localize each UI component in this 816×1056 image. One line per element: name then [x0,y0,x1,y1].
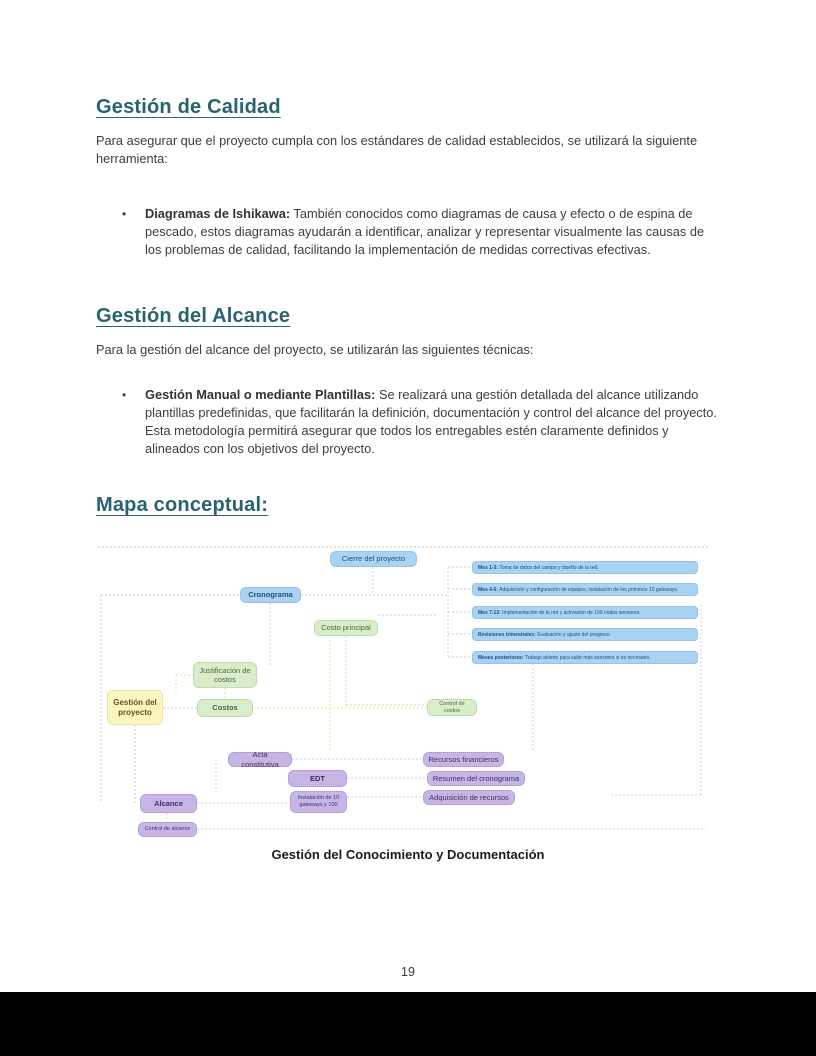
section-heading-alcance: Gestión del Alcance [96,305,291,327]
node-adquisicion-de-recursos: Adquisición de recursos [423,790,515,805]
bar-text: Meses posteriores: Trabajo abierto para subir más sensores si es necesario. [478,654,651,661]
page-number: 19 [401,965,415,979]
bar-text: Revisiones trimestrales: Evaluación y ajuste del progreso. [478,631,611,638]
node-meses-posteriores [472,651,698,664]
node-resumen-del-cronograma: Resumen del cronograma [427,771,525,786]
bullet-body: Se realizará una gestión detallada del alcance utilizando plantillas predefinidas, que facilitarán la definición, documentación y control del alcance del proyecto. Esta metodología permitirá asegurar que todos los entregables estén claramente definidos y alineados con los objetivos del proyecto. [145,387,717,456]
bullet-lead: Diagramas de Ishikawa: [145,206,291,221]
node-revisiones-trimestrales [472,628,698,641]
diagram-caption: Gestión del Conocimiento y Documentación [271,847,545,862]
node-mes-4-6 [472,583,698,596]
node-costo-principal: Costo principal [314,620,378,636]
bullet-content [145,205,720,259]
bullet-marker: • [122,388,127,402]
section-heading-calidad: Gestión de Calidad [96,96,281,118]
node-acta-constitutiva: Acta constitutiva [228,752,292,767]
node-justificacion-de-costos: Justificación de costos [193,662,257,688]
node-alcance: Alcance [140,794,197,813]
concept-map [96,545,712,845]
node-control-de-alcance: Control de alcance [138,822,197,837]
bullet-lead: Gestión Manual o mediante Plantillas: [145,387,376,402]
node-cronograma: Cronograma [240,587,301,603]
bullet-list-alcance [96,386,720,458]
node-mes-1-3 [472,561,698,574]
bar-text: Mes 4-6: Adquisición y configuración de equipos, instalación de los primeros 10 gateways. [478,586,679,593]
node-control-de-costos: Control de costos [427,699,477,716]
bullet-list-calidad [96,205,720,259]
node-recursos-financieros: Recursos financieros [423,752,504,767]
node-mes-7-12 [472,606,698,619]
node-instalacion-gateways: Instalación de 10 gateways y 100 [290,791,347,813]
bottom-black-bar [0,992,816,1056]
section-heading-mapa: Mapa conceptual: [96,494,269,516]
node-gestion-del-proyecto: Gestión del proyecto [107,690,163,725]
bullet-marker: • [122,207,127,221]
node-edt: EDT [288,770,347,787]
bullet-body: También conocidos como diagramas de causa y efecto o de espina de pescado, estos diagramas ayudarán a identificar, analizar y representar visualmente las causas de los problemas de calidad, facilitando la implementación de medidas correctivas efectivas. [145,206,705,257]
node-costos: Costos [197,699,253,717]
list-item [96,386,720,458]
bar-text: Mes 1-3: Toma de datos del campo y diseño de la red. [478,564,599,571]
bar-text: Mes 7-12: Implementación de la red y activación de 100 nodos sensores. [478,609,641,616]
node-cierre-del-proyecto: Cierre del proyecto [330,551,417,567]
list-item [96,205,720,259]
section-calidad [96,96,720,259]
paragraph-alcance-intro: Para la gestión del alcance del proyecto, se utilizarán las siguientes técnicas: [96,342,534,357]
paragraph-calidad-intro: Para asegurar que el proyecto cumpla con los estándares de calidad establecidos, se utilizará la siguiente herramienta: [96,133,698,166]
section-mapa [96,494,720,517]
section-alcance [96,305,720,458]
bullet-content [145,386,720,458]
